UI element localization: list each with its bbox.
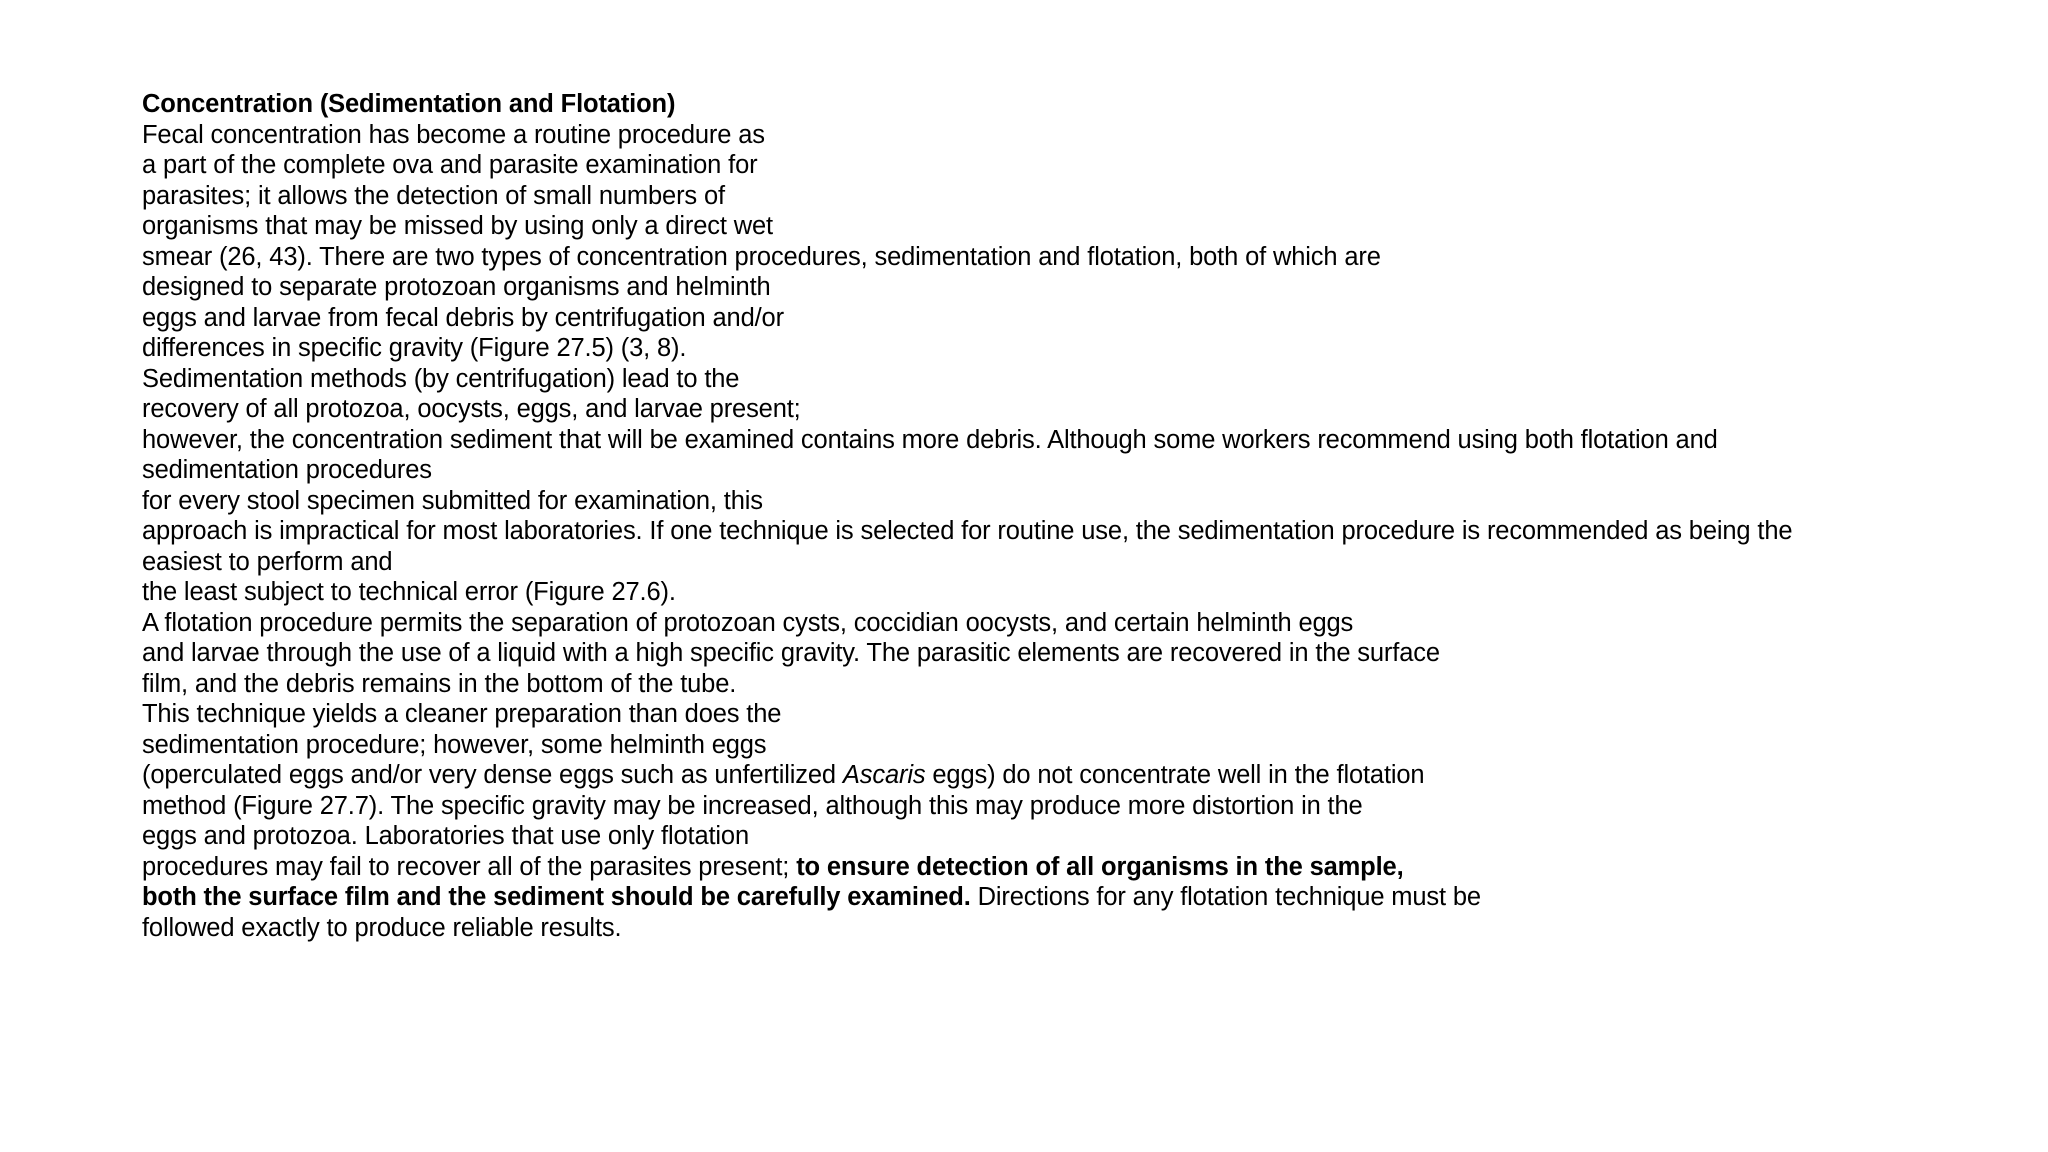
text-line: sedimentation procedures <box>142 456 432 484</box>
text-line-ascaris <box>142 760 2002 791</box>
text-line: eggs and larvae from fecal debris by centrifugation and/or <box>142 303 784 332</box>
text-line: This technique yields a cleaner preparation than does the <box>142 700 782 728</box>
text-line: Sedimentation methods (by centrifugation) lead to the <box>142 364 740 393</box>
text-line: the least subject to technical error (Figure 27.6). <box>142 578 676 606</box>
text-line: organisms that may be missed by using only a direct wet <box>142 212 773 240</box>
text-line: easiest to perform and <box>142 547 393 576</box>
text-run: Directions for any flotation technique must be <box>970 883 1481 911</box>
text-line: and larvae through the use of a liquid with a high specific gravity. The parasitic elements are recovered in the surface <box>142 639 1440 667</box>
text-line: film, and the debris remains in the bottom of the tube. <box>142 669 737 698</box>
text-line: A flotation procedure permits the separation of protozoan cysts, coccidian oocysts, and certain helminth eggs <box>142 608 1354 637</box>
text-line: differences in specific gravity (Figure 27.5) (3, 8). <box>142 334 687 362</box>
text-line: designed to separate protozoan organisms and helminth <box>142 273 771 301</box>
text-body <box>142 89 2002 943</box>
text-line: Fecal concentration has become a routine procedure as <box>142 120 765 149</box>
text-run: procedures may fail to recover all of the parasites present; <box>142 852 797 881</box>
text-run: eggs) do not concentrate well in the flotation <box>925 761 1425 789</box>
text-line: parasites; it allows the detection of small numbers of <box>142 181 725 210</box>
text-line: sedimentation procedure; however, some helminth eggs <box>142 730 767 759</box>
text-line: approach is impractical for most laboratories. If one technique is selected for routine use, the sedimentation procedure is recommended as being the <box>142 517 1793 545</box>
text-line: however, the concentration sediment that will be examined contains more debris. Although some workers recommend using both flotation and <box>142 425 1718 454</box>
bold-emphasis: both the surface film and the sediment should be carefully examined. <box>142 883 971 911</box>
text-line: followed exactly to produce reliable results. <box>142 913 622 942</box>
text-run: (operculated eggs and/or very dense eggs such as unfertilized <box>142 761 843 789</box>
text-line-emphasis-end <box>142 882 2002 913</box>
text-line-emphasis-start <box>142 852 2002 883</box>
text-line: a part of the complete ova and parasite examination for <box>142 151 758 179</box>
text-line: eggs and protozoa. Laboratories that use only flotation <box>142 822 750 850</box>
text-line: recovery of all protozoa, oocysts, eggs, and larvae present; <box>142 395 801 423</box>
text-line: smear (26, 43). There are two types of concentration procedures, sedimentation and flotation, both of which are <box>142 242 1381 271</box>
text-line: for every stool specimen submitted for examination, this <box>142 486 763 515</box>
section-heading: Concentration (Sedimentation and Flotation) <box>142 90 676 118</box>
italic-term: Ascaris <box>842 761 926 789</box>
text-line: method (Figure 27.7). The specific gravity may be increased, although this may produce more distortion in the <box>142 791 1363 820</box>
bold-emphasis: to ensure detection of all organisms in the sample, <box>796 852 1404 881</box>
